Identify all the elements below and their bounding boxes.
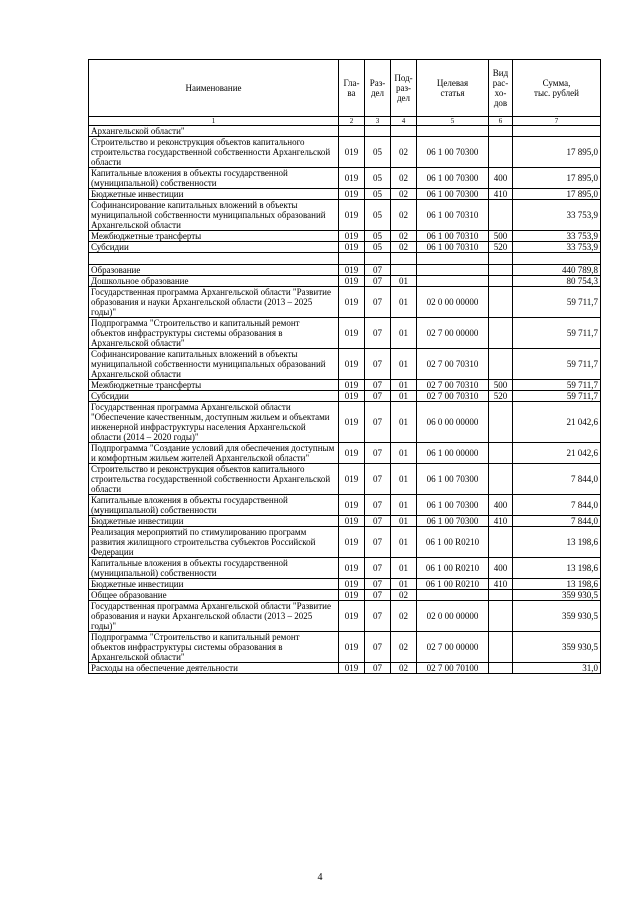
row-sum: 33 753,9 xyxy=(513,200,601,231)
row-target: 02 0 00 00000 xyxy=(417,287,489,318)
row-podrazdel: 02 xyxy=(391,601,417,632)
column-number: 7 xyxy=(513,117,601,126)
row-sum: 59 711,7 xyxy=(513,318,601,349)
row-glava: 019 xyxy=(339,402,365,443)
table-row xyxy=(89,402,601,443)
row-sum xyxy=(513,126,601,137)
table-row xyxy=(89,380,601,391)
row-name: Строительство и реконструкция объектов капитального строительства государственной собственности Архангельской области xyxy=(89,137,339,168)
row-vid: 500 xyxy=(489,380,513,391)
row-target: 06 0 00 00000 xyxy=(417,402,489,443)
header-row xyxy=(89,60,601,117)
row-target: 06 1 00 70310 xyxy=(417,200,489,231)
row-vid: 520 xyxy=(489,391,513,402)
row-name: Подпрограмма "Строительство и капитальный ремонт объектов инфраструктуры системы образования в Архангельской области" xyxy=(89,632,339,663)
row-sum: 359 930,5 xyxy=(513,601,601,632)
row-glava: 019 xyxy=(339,231,365,242)
row-glava: 019 xyxy=(339,464,365,495)
row-name: Подпрограмма "Создание условий для обеспечения доступным и комфортным жильем жителей Архангельской области" xyxy=(89,443,339,464)
row-name: Бюджетные инвестиции xyxy=(89,516,339,527)
row-razdel: 07 xyxy=(365,391,391,402)
row-razdel: 07 xyxy=(365,632,391,663)
table-row xyxy=(89,137,601,168)
row-vid: 520 xyxy=(489,242,513,253)
header-glava: Гла- ва xyxy=(339,60,365,117)
row-razdel: 05 xyxy=(365,168,391,189)
row-sum: 80 754,3 xyxy=(513,276,601,287)
row-podrazdel: 01 xyxy=(391,558,417,579)
row-glava: 019 xyxy=(339,601,365,632)
row-glava: 019 xyxy=(339,380,365,391)
row-sum: 59 711,7 xyxy=(513,380,601,391)
row-glava: 019 xyxy=(339,516,365,527)
row-name: Бюджетные инвестиции xyxy=(89,189,339,200)
row-sum: 7 844,0 xyxy=(513,495,601,516)
row-podrazdel: 02 xyxy=(391,200,417,231)
row-sum xyxy=(513,253,601,265)
row-vid xyxy=(489,349,513,380)
row-podrazdel: 02 xyxy=(391,663,417,674)
row-glava: 019 xyxy=(339,276,365,287)
row-glava: 019 xyxy=(339,632,365,663)
row-glava: 019 xyxy=(339,558,365,579)
row-glava: 019 xyxy=(339,168,365,189)
row-vid xyxy=(489,632,513,663)
row-razdel: 07 xyxy=(365,402,391,443)
row-sum: 59 711,7 xyxy=(513,349,601,380)
row-target: 06 1 00 70300 xyxy=(417,516,489,527)
row-vid xyxy=(489,126,513,137)
column-numbers-row xyxy=(89,117,601,126)
table-row xyxy=(89,632,601,663)
row-name: Софинансирование капитальных вложений в объекты муниципальной собственности муниципальных образований Архангельской области xyxy=(89,200,339,231)
table-row xyxy=(89,579,601,590)
row-glava: 019 xyxy=(339,242,365,253)
header-razdel: Раз- дел xyxy=(365,60,391,117)
row-sum: 17 895,0 xyxy=(513,168,601,189)
row-vid: 410 xyxy=(489,516,513,527)
table-row xyxy=(89,464,601,495)
row-vid xyxy=(489,443,513,464)
row-target: 06 1 00 R0210 xyxy=(417,527,489,558)
row-sum: 21 042,6 xyxy=(513,443,601,464)
row-sum: 33 753,9 xyxy=(513,242,601,253)
row-name: Капитальные вложения в объекты государственной (муниципальной) собственности xyxy=(89,558,339,579)
row-glava: 019 xyxy=(339,189,365,200)
row-target xyxy=(417,276,489,287)
row-podrazdel: 02 xyxy=(391,242,417,253)
row-target xyxy=(417,265,489,276)
row-sum: 17 895,0 xyxy=(513,189,601,200)
row-podrazdel: 02 xyxy=(391,168,417,189)
row-podrazdel: 01 xyxy=(391,516,417,527)
header-target: Целевая статья xyxy=(417,60,489,117)
row-podrazdel: 01 xyxy=(391,318,417,349)
header-name: Наименование xyxy=(89,60,339,117)
table-row xyxy=(89,663,601,674)
row-podrazdel: 01 xyxy=(391,287,417,318)
row-razdel: 07 xyxy=(365,318,391,349)
row-razdel: 07 xyxy=(365,527,391,558)
row-vid xyxy=(489,601,513,632)
row-glava: 019 xyxy=(339,495,365,516)
row-podrazdel: 01 xyxy=(391,527,417,558)
row-glava: 019 xyxy=(339,349,365,380)
row-target xyxy=(417,253,489,265)
row-podrazdel: 02 xyxy=(391,137,417,168)
row-vid xyxy=(489,265,513,276)
row-vid xyxy=(489,318,513,349)
row-sum: 359 930,5 xyxy=(513,632,601,663)
row-podrazdel: 01 xyxy=(391,391,417,402)
row-sum: 440 789,8 xyxy=(513,265,601,276)
row-vid xyxy=(489,287,513,318)
row-target: 02 7 00 00000 xyxy=(417,632,489,663)
table-row xyxy=(89,200,601,231)
table-row xyxy=(89,590,601,601)
row-razdel: 07 xyxy=(365,663,391,674)
row-vid xyxy=(489,590,513,601)
row-name: Бюджетные инвестиции xyxy=(89,579,339,590)
row-target: 02 7 00 70310 xyxy=(417,380,489,391)
row-name: Государственная программа Архангельской области "Развитие образования и науки Архангельской области (2013 – 2025 годы)" xyxy=(89,601,339,632)
row-razdel: 07 xyxy=(365,558,391,579)
column-number: 4 xyxy=(391,117,417,126)
row-glava xyxy=(339,126,365,137)
row-target: 06 1 00 70310 xyxy=(417,231,489,242)
row-vid xyxy=(489,253,513,265)
row-sum: 13 198,6 xyxy=(513,558,601,579)
table-row xyxy=(89,126,601,137)
table-row xyxy=(89,231,601,242)
row-sum: 13 198,6 xyxy=(513,579,601,590)
row-vid xyxy=(489,276,513,287)
header-podrazdel: Под- раз- дел xyxy=(391,60,417,117)
row-name: Строительство и реконструкция объектов капитального строительства государственной собственности Архангельской области xyxy=(89,464,339,495)
row-razdel: 05 xyxy=(365,242,391,253)
table-row xyxy=(89,253,601,265)
row-sum: 359 930,5 xyxy=(513,590,601,601)
row-glava: 019 xyxy=(339,287,365,318)
row-razdel: 07 xyxy=(365,601,391,632)
header-sum: Сумма, тыс. рублей xyxy=(513,60,601,117)
row-razdel: 07 xyxy=(365,265,391,276)
row-name: Государственная программа Архангельской области "Обеспечение качественным, доступным жильем и объектами инженерной инфраструктуры населения Архангельской области (2014 – 2020 годы)" xyxy=(89,402,339,443)
column-number: 2 xyxy=(339,117,365,126)
row-target: 02 7 00 00000 xyxy=(417,318,489,349)
row-name: Субсидии xyxy=(89,242,339,253)
header-vid: Вид рас- хо- дов xyxy=(489,60,513,117)
row-sum: 7 844,0 xyxy=(513,464,601,495)
row-vid: 410 xyxy=(489,579,513,590)
row-name: Общее образование xyxy=(89,590,339,601)
column-number: 5 xyxy=(417,117,489,126)
table-row xyxy=(89,391,601,402)
row-vid xyxy=(489,402,513,443)
row-name: Межбюджетные трансферты xyxy=(89,231,339,242)
row-glava xyxy=(339,253,365,265)
row-vid: 400 xyxy=(489,168,513,189)
row-name: Капитальные вложения в объекты государственной (муниципальной) собственности xyxy=(89,495,339,516)
row-razdel: 07 xyxy=(365,464,391,495)
row-podrazdel: 01 xyxy=(391,276,417,287)
table-row xyxy=(89,443,601,464)
row-razdel xyxy=(365,253,391,265)
row-target: 06 1 00 70300 xyxy=(417,168,489,189)
row-razdel: 05 xyxy=(365,137,391,168)
row-name: Субсидии xyxy=(89,391,339,402)
row-podrazdel: 01 xyxy=(391,349,417,380)
table-row xyxy=(89,495,601,516)
row-glava: 019 xyxy=(339,200,365,231)
row-name: Подпрограмма "Строительство и капитальный ремонт объектов инфраструктуры системы образования в Архангельской области" xyxy=(89,318,339,349)
table-row xyxy=(89,276,601,287)
row-sum: 17 895,0 xyxy=(513,137,601,168)
row-podrazdel: 01 xyxy=(391,495,417,516)
row-name: Образование xyxy=(89,265,339,276)
row-sum: 59 711,7 xyxy=(513,287,601,318)
row-vid: 410 xyxy=(489,189,513,200)
row-vid xyxy=(489,527,513,558)
row-name: Капитальные вложения в объекты государственной (муниципальной) собственности xyxy=(89,168,339,189)
table-row xyxy=(89,189,601,200)
row-razdel: 05 xyxy=(365,189,391,200)
row-target: 06 1 00 R0210 xyxy=(417,579,489,590)
row-sum: 21 042,6 xyxy=(513,402,601,443)
row-vid: 400 xyxy=(489,558,513,579)
table-row xyxy=(89,287,601,318)
row-glava: 019 xyxy=(339,590,365,601)
row-glava: 019 xyxy=(339,391,365,402)
row-glava: 019 xyxy=(339,579,365,590)
row-target: 02 7 00 70100 xyxy=(417,663,489,674)
row-vid xyxy=(489,464,513,495)
row-name: Архангельской области" xyxy=(89,126,339,137)
row-razdel: 07 xyxy=(365,579,391,590)
row-podrazdel: 01 xyxy=(391,380,417,391)
column-number: 3 xyxy=(365,117,391,126)
row-target: 06 1 00 70300 xyxy=(417,495,489,516)
table-row xyxy=(89,318,601,349)
table-row xyxy=(89,601,601,632)
row-vid xyxy=(489,663,513,674)
row-razdel xyxy=(365,126,391,137)
row-target: 06 1 00 70310 xyxy=(417,242,489,253)
row-name xyxy=(89,253,339,265)
row-razdel: 07 xyxy=(365,443,391,464)
row-sum: 13 198,6 xyxy=(513,527,601,558)
row-name: Софинансирование капитальных вложений в объекты муниципальной собственности муниципальных образований Архангельской области xyxy=(89,349,339,380)
row-sum: 33 753,9 xyxy=(513,231,601,242)
row-sum: 59 711,7 xyxy=(513,391,601,402)
row-glava: 019 xyxy=(339,527,365,558)
table-row xyxy=(89,558,601,579)
row-target: 02 0 00 00000 xyxy=(417,601,489,632)
row-podrazdel: 02 xyxy=(391,231,417,242)
page-number: 4 xyxy=(317,872,323,883)
row-vid xyxy=(489,137,513,168)
column-number: 1 xyxy=(89,117,339,126)
row-razdel: 05 xyxy=(365,200,391,231)
row-target xyxy=(417,126,489,137)
row-name: Расходы на обеспечение деятельности xyxy=(89,663,339,674)
table-row xyxy=(89,349,601,380)
row-glava: 019 xyxy=(339,137,365,168)
row-sum: 7 844,0 xyxy=(513,516,601,527)
row-target: 06 1 00 00000 xyxy=(417,443,489,464)
row-razdel: 07 xyxy=(365,276,391,287)
row-name: Реализация мероприятий по стимулированию программ развития жилищного строительства субъектов Российской Федерации xyxy=(89,527,339,558)
row-razdel: 07 xyxy=(365,516,391,527)
budget-table xyxy=(88,59,601,674)
row-glava: 019 xyxy=(339,265,365,276)
row-podrazdel: 01 xyxy=(391,579,417,590)
row-glava: 019 xyxy=(339,318,365,349)
row-podrazdel xyxy=(391,265,417,276)
row-podrazdel: 02 xyxy=(391,189,417,200)
row-razdel: 07 xyxy=(365,349,391,380)
row-razdel: 05 xyxy=(365,231,391,242)
table-row xyxy=(89,168,601,189)
row-podrazdel: 01 xyxy=(391,464,417,495)
row-podrazdel xyxy=(391,253,417,265)
row-razdel: 07 xyxy=(365,380,391,391)
row-podrazdel: 01 xyxy=(391,402,417,443)
row-podrazdel xyxy=(391,126,417,137)
row-razdel: 07 xyxy=(365,287,391,318)
row-sum: 31,0 xyxy=(513,663,601,674)
row-target: 06 1 00 70300 xyxy=(417,189,489,200)
row-vid xyxy=(489,200,513,231)
table-row xyxy=(89,265,601,276)
row-glava: 019 xyxy=(339,663,365,674)
row-target: 06 1 00 70300 xyxy=(417,137,489,168)
row-target xyxy=(417,590,489,601)
row-podrazdel: 01 xyxy=(391,443,417,464)
row-name: Межбюджетные трансферты xyxy=(89,380,339,391)
row-vid: 400 xyxy=(489,495,513,516)
table-row xyxy=(89,516,601,527)
column-number: 6 xyxy=(489,117,513,126)
row-podrazdel: 02 xyxy=(391,632,417,663)
row-target: 06 1 00 70300 xyxy=(417,464,489,495)
row-target: 02 7 00 70310 xyxy=(417,391,489,402)
row-vid: 500 xyxy=(489,231,513,242)
row-razdel: 07 xyxy=(365,590,391,601)
row-razdel: 07 xyxy=(365,495,391,516)
row-name: Дошкольное образование xyxy=(89,276,339,287)
table-row xyxy=(89,242,601,253)
row-name: Государственная программа Архангельской области "Развитие образования и науки Архангельской области (2013 – 2025 годы)" xyxy=(89,287,339,318)
row-target: 06 1 00 R0210 xyxy=(417,558,489,579)
row-glava: 019 xyxy=(339,443,365,464)
row-target: 02 7 00 70310 xyxy=(417,349,489,380)
row-podrazdel: 02 xyxy=(391,590,417,601)
table-row xyxy=(89,527,601,558)
